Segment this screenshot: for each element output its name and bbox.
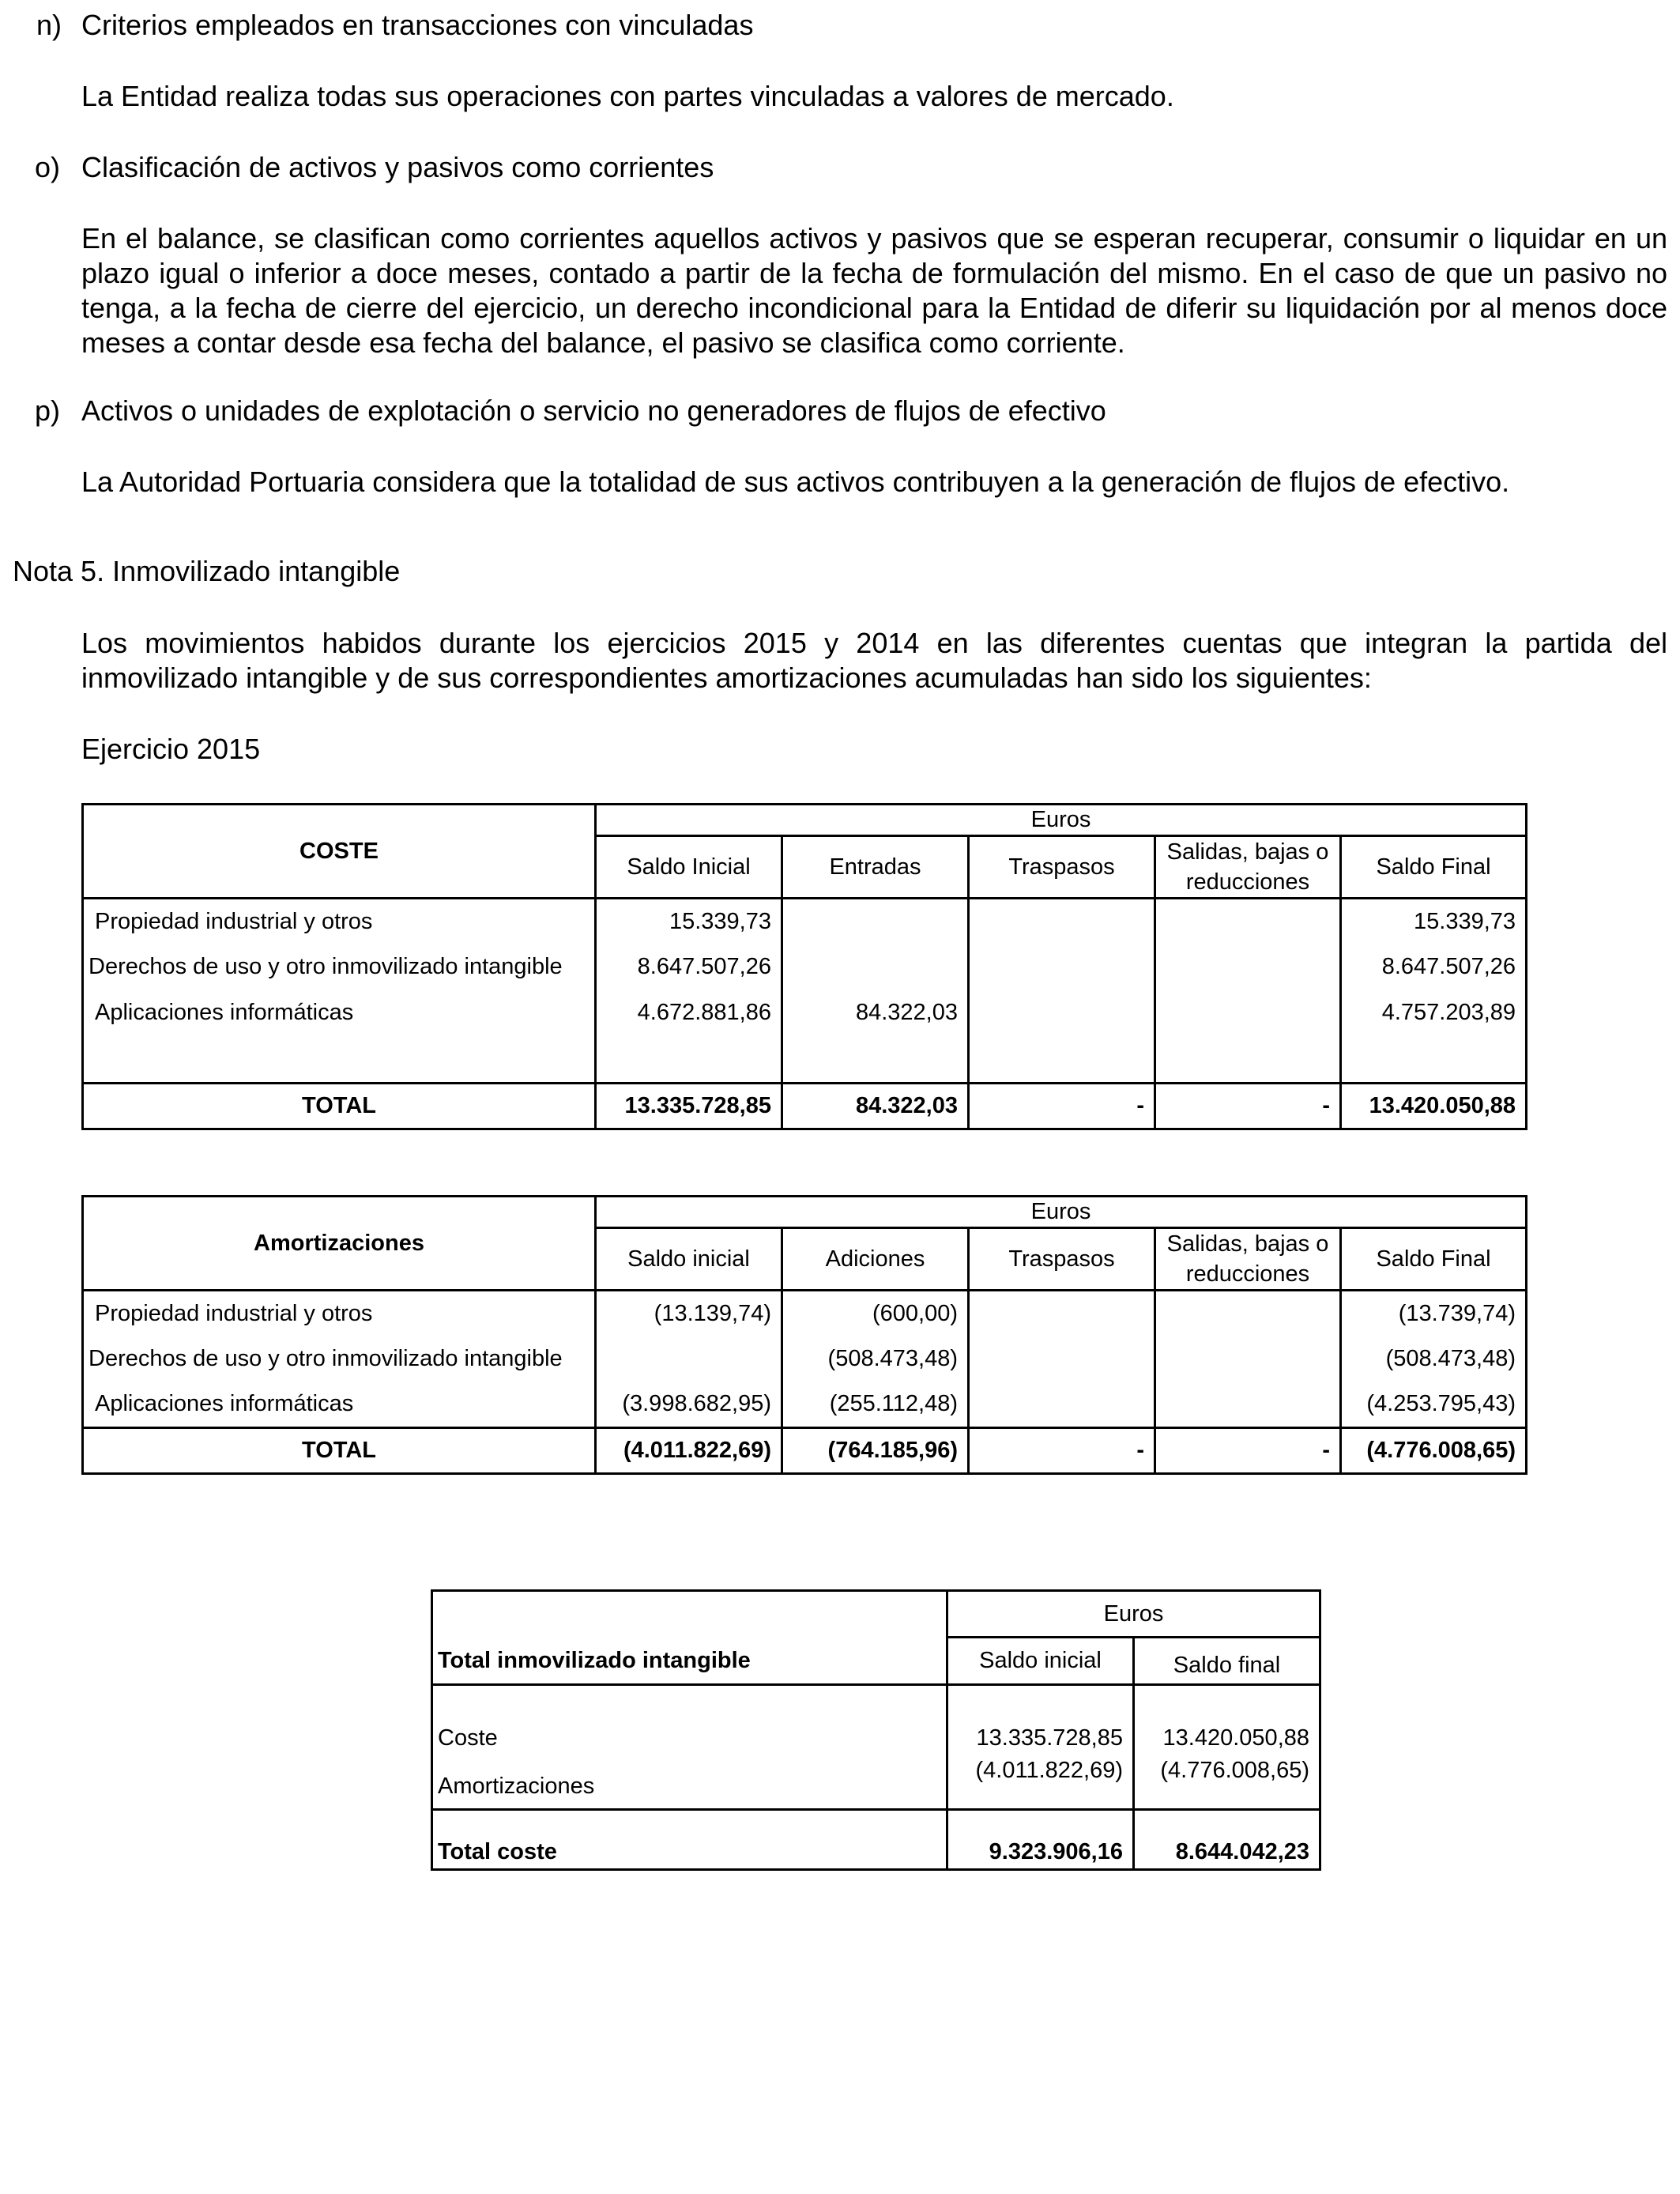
year-label: Ejercicio 2015 [81,733,261,765]
note-intro: Los movimientos habidos durante los ejercicios 2015 y 2014 en las diferentes cuentas que integran la partida del inmovilizado intangible y de sus correspondientes amortizaciones acumuladas han sido los siguientes: [81,627,1667,694]
total-cell: 84.322,03 [782,1084,969,1129]
total-cell: (764.185,96) [782,1428,969,1474]
cell [969,944,1155,990]
cell: (4.776.008,65) [1134,1758,1320,1810]
section-p-body: La Autoridad Portuaria considera que la totalidad de sus activos contribuyen a la generación de flujos de efectivo. [81,466,1510,498]
cell [1155,944,1341,990]
coste-col-saldo-final: Saldo Final [1341,836,1527,899]
amort-col-traspasos: Traspasos [969,1228,1155,1291]
cell: 8.647.507,26 [1341,944,1527,990]
table-row [432,1758,1320,1810]
amort-header: Amortizaciones [83,1197,596,1291]
cell [596,1336,782,1382]
amort-col-adiciones: Adiciones [782,1228,969,1291]
total-cell: 8.644.042,23 [1134,1810,1320,1870]
cell: 15.339,73 [1341,899,1527,944]
amort-col-saldo-inicial: Saldo inicial [596,1228,782,1291]
row-label: Coste [432,1685,947,1758]
total-cell: - [969,1084,1155,1129]
cell [782,944,969,990]
total-cell: - [969,1428,1155,1474]
total-cell: - [1155,1084,1341,1129]
cell: (600,00) [782,1291,969,1336]
total-cell: (4.011.822,69) [596,1428,782,1474]
cell [1155,1336,1341,1382]
cell: (255.112,48) [782,1382,969,1428]
section-n-marker: n) [36,9,62,41]
cell [969,1336,1155,1382]
total-cell: 13.335.728,85 [596,1084,782,1129]
cell [782,899,969,944]
summary-table [431,1589,1321,1871]
table-row [83,1291,1527,1336]
cell [1155,990,1341,1036]
cell [969,990,1155,1036]
table-row [83,990,1527,1036]
total-cell: 9.323.906,16 [947,1810,1134,1870]
section-o-title: Clasificación de activos y pasivos como corrientes [81,151,714,183]
table-row [83,899,1527,944]
coste-col-salidas: Salidas, bajas o reducciones [1155,836,1341,899]
summary-col-saldo-inicial: Saldo inicial [947,1638,1134,1685]
table-row [83,1382,1527,1428]
cell: 4.672.881,86 [596,990,782,1036]
section-n-title: Criterios empleados en transacciones con vinculadas [81,9,754,41]
row-label: Aplicaciones informáticas [83,990,596,1036]
coste-col-entradas: Entradas [782,836,969,899]
row-label: Propiedad industrial y otros [83,1291,596,1336]
cell: 8.647.507,26 [596,944,782,990]
table-row [83,944,1527,990]
summary-currency: Euros [947,1591,1320,1638]
cell: (4.011.822,69) [947,1758,1134,1810]
cell [1155,1382,1341,1428]
total-row [83,1084,1527,1129]
section-n-body: La Entidad realiza todas sus operaciones con partes vinculadas a valores de mercado. [81,80,1174,112]
total-cell: (4.776.008,65) [1341,1428,1527,1474]
total-row [432,1810,1320,1870]
row-label: Derechos de uso y otro inmovilizado intangible [83,944,596,990]
row-label: Propiedad industrial y otros [83,899,596,944]
cell: 13.420.050,88 [1134,1685,1320,1758]
row-label: Aplicaciones informáticas [83,1382,596,1428]
amort-col-salidas: Salidas, bajas o reducciones [1155,1228,1341,1291]
cell [969,1291,1155,1336]
total-cell: 13.420.050,88 [1341,1084,1527,1129]
section-p-marker: p) [35,394,61,427]
row-label: Derechos de uso y otro inmovilizado intangible [83,1336,596,1382]
total-label: TOTAL [83,1428,596,1474]
cell: 84.322,03 [782,990,969,1036]
cell [969,1382,1155,1428]
section-o-body: En el balance, se clasifican como corrientes aquellos activos y pasivos que se esperan recuperar, consumir o liquidar en un plazo igual o inferior a doce meses, contado a partir de la fecha de formulación del mismo. En el caso de que un pasivo no tenga, a la fecha de cierre del ejercicio, un derecho incondicional para la Entidad de diferir su liquidación por al menos doce meses a contar desde esa fecha del balance, el pasivo se clasifica como corriente. [81,222,1667,359]
cell [1155,899,1341,944]
cell [969,899,1155,944]
cell [1155,1291,1341,1336]
row-label: Amortizaciones [432,1758,947,1810]
total-row [83,1428,1527,1474]
cell: (508.473,48) [1341,1336,1527,1382]
amortizaciones-table [81,1195,1527,1475]
total-label: Total coste [432,1810,947,1870]
coste-header: COSTE [83,805,596,899]
cell: (13.739,74) [1341,1291,1527,1336]
cell: 15.339,73 [596,899,782,944]
table-row [83,1336,1527,1382]
section-o-marker: o) [35,151,61,183]
coste-col-saldo-inicial: Saldo Inicial [596,836,782,899]
cell: 13.335.728,85 [947,1685,1134,1758]
section-p-title: Activos o unidades de explotación o servicio no generadores de flujos de efectivo [81,394,1106,427]
summary-header: Total inmovilizado intangible [432,1591,947,1685]
coste-currency: Euros [596,805,1527,836]
total-cell: - [1155,1428,1341,1474]
summary-col-saldo-final: Saldo final [1134,1638,1320,1685]
coste-table [81,803,1527,1130]
note-heading: Nota 5. Inmovilizado intangible [13,555,401,587]
amort-col-saldo-final: Saldo Final [1341,1228,1527,1291]
coste-col-traspasos: Traspasos [969,836,1155,899]
cell: 4.757.203,89 [1341,990,1527,1036]
cell: (508.473,48) [782,1336,969,1382]
cell: (3.998.682,95) [596,1382,782,1428]
table-row [432,1685,1320,1758]
cell: (4.253.795,43) [1341,1382,1527,1428]
cell: (13.139,74) [596,1291,782,1336]
total-label: TOTAL [83,1084,596,1129]
amort-currency: Euros [596,1197,1527,1228]
